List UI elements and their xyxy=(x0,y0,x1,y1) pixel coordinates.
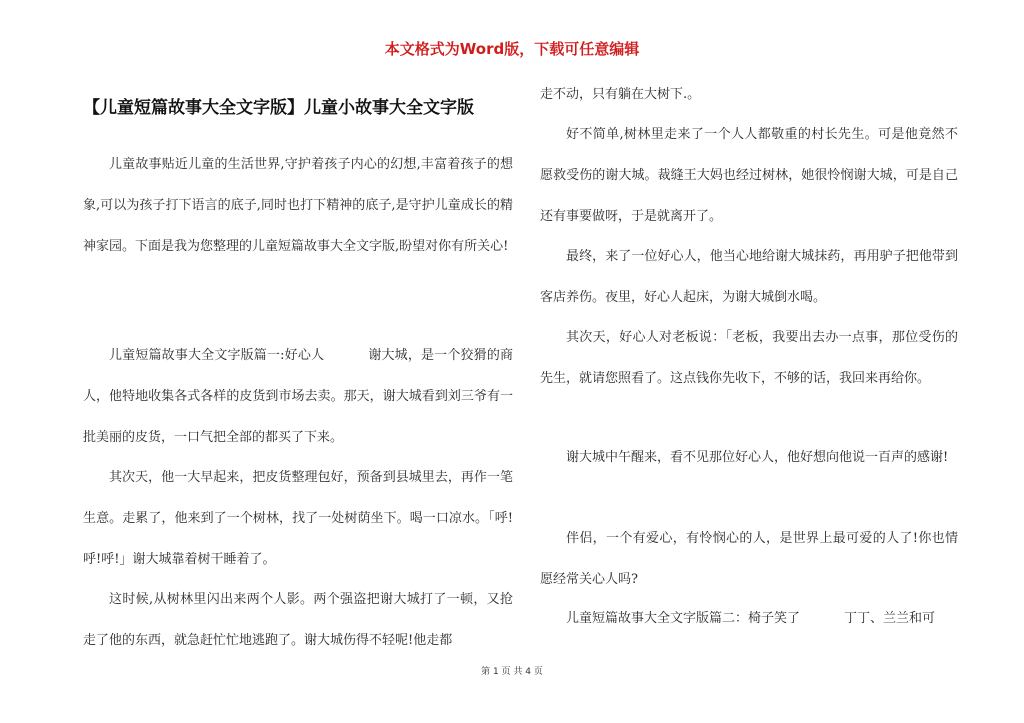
story1-paragraph-1: 谢大城，是一个狡猾的商人，他特地收集各式各样的皮货到市场去卖。那天，谢大城看到刘三爷有一批美丽的皮货，一口气把全部的都买了下来。 xyxy=(83,348,513,445)
story1-heading: 儿童短篇故事大全文字版篇一:好心人 xyxy=(109,348,325,363)
story1-paragraph-3: 这时候,从树林里闪出来两个人影。两个强盗把谢大城打了一顿，又抢走了他的东西，就急赶忙忙地逃跑了。谢大城伤得不轻呢!他走都 xyxy=(83,592,513,648)
right-paragraph-1: 好不简单,树林里走来了一个人人都敬重的村长先生。可是他竟然不愿救受伤的谢大城。裁缝王大妈也经过树林，她很怜悯谢大城，可是自己还有事要做呀，于是就离开了。 xyxy=(540,127,958,224)
story2-start-text: 丁丁、兰兰和可 xyxy=(844,611,936,626)
story2-opening xyxy=(540,598,958,639)
story1-paragraph-2: 其次天，他一大早起来，把皮货整理包好，预备到县城里去，再作一笔生意。走累了，他来到了一个树林，找了一处树荫坐下。喝一口凉水。「呼!呼!呼!」谢大城靠着树干睡着了。 xyxy=(83,470,513,567)
page-title: 【儿童短篇故事大全文字版】儿童小故事大全文字版 xyxy=(83,98,474,118)
right-paragraph-2: 最终，来了一位好心人，他当心地给谢大城抹药，再用驴子把他带到客店养伤。夜里，好心人起床，为谢大城倒水喝。 xyxy=(540,249,958,305)
right-continuation: 走不动，只有躺在大树下.。 xyxy=(540,87,701,102)
right-paragraph-5: 伴侣，一个有爱心，有怜悯心的人，是世界上最可爱的人了!你也情愿经常关心人吗? xyxy=(540,531,958,587)
right-paragraph-3: 其次天，好心人对老板说：「老板，我要出去办一点事，那位受伤的先生，就请您照看了。这点钱你先收下，不够的话，我回来再给你。 xyxy=(540,330,958,386)
intro-paragraph: 儿童故事贴近儿童的生活世界,守护着孩子内心的幻想,丰富着孩子的想象,可以为孩子打下语言的底子,同时也打下精神的底子,是守护儿童成长的精神家园。下面是我为您整理的儿童短篇故事大全文字版,盼望对你有所关心! xyxy=(83,157,513,254)
download-banner: 本文格式为Word版，下载可任意编辑 xyxy=(384,40,640,58)
story1-opening-paragraph xyxy=(83,335,513,458)
right-paragraph-4: 谢大城中午醒来，看不见那位好心人，他好想向他说一百声的感谢! xyxy=(566,450,949,465)
page-number: 第 1 页 共 4 页 xyxy=(481,667,543,677)
story2-heading: 儿童短篇故事大全文字版篇二：椅子笑了 xyxy=(566,611,801,626)
